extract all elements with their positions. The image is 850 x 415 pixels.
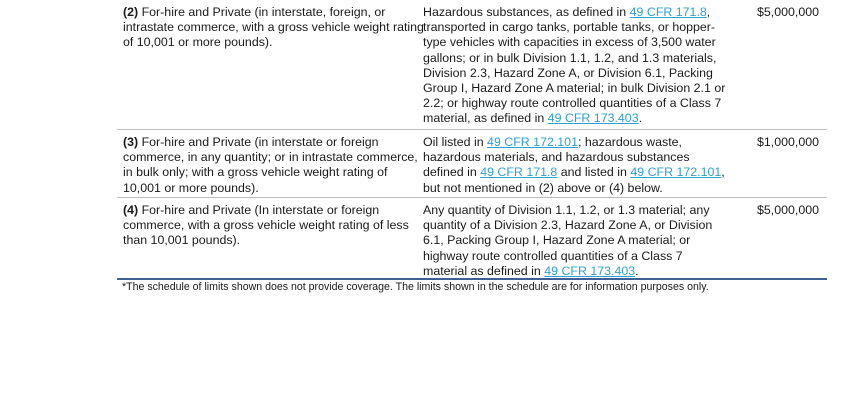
commodity-text: , (721, 165, 725, 180)
carrier-line: (4) For-hire and Private (In interstate or foreign (123, 203, 380, 217)
carrier-line: of 10,001 or more pounds). (123, 35, 273, 50)
commodity-line (423, 5, 723, 20)
cfr-link[interactable]: 49 CFR 172.101 (487, 135, 578, 149)
commodity-line (423, 233, 723, 248)
commodity-text: Group I, Hazard Zone A material; in bulk Division 2.1 or (423, 81, 726, 96)
commodity-line (423, 111, 723, 126)
insurance-limit: $1,000,000 (756, 135, 819, 149)
commodity-text: and listed in (557, 165, 631, 180)
commodity-text: highway route controlled quantities of a Class 7 (423, 248, 683, 263)
commodity-text: hazardous materials, and hazardous substances (423, 150, 690, 165)
limits-schedule-table (117, 0, 827, 280)
cfr-link[interactable]: 49 CFR 172.101 (630, 165, 722, 180)
commodity-line (423, 249, 723, 264)
commodity-text: . (638, 111, 643, 126)
commodity-cell (423, 5, 726, 127)
commodity-text: gallons; or in bulk Division 1.1, 1.2, and 1.3 materials, (423, 50, 717, 65)
commodity-cell (423, 203, 723, 279)
carrier-type-cell (123, 203, 408, 249)
cfr-link[interactable]: 49 CFR 171.8 (629, 5, 707, 19)
carrier-line: commerce, with a gross vehicle weight rating of less (123, 218, 409, 233)
commodity-text: Oil listed in (423, 135, 488, 149)
carrier-type-cell (123, 5, 424, 51)
cfr-link[interactable]: 49 CFR 171.8 (480, 165, 558, 180)
commodity-line (423, 135, 723, 150)
commodity-text: Any quantity of Division 1.1, 1.2, or 1.3 material; any (423, 203, 710, 217)
cfr-link[interactable]: 49 CFR 173.403 (544, 263, 636, 278)
commodity-line (423, 66, 723, 81)
carrier-type-cell (123, 135, 418, 196)
commodity-text: 2.2; or highway route controlled quantities of a Class 7 (423, 96, 722, 111)
carrier-line: intrastate commerce, with a gross vehicle weight rating (123, 20, 424, 35)
carrier-line: in bulk only; with a gross vehicle weight rating of (123, 165, 388, 180)
cfr-link[interactable]: 49 CFR 173.403 (547, 111, 639, 126)
row-number: (2) (123, 5, 139, 19)
commodity-text: Division 2.3, Hazard Zone A, or Division 6.1, Packing (423, 65, 713, 80)
carrier-line: 10,001 or more pounds). (123, 180, 259, 195)
commodity-cell (423, 135, 723, 196)
schedule-row-4 (117, 197, 827, 280)
commodity-line (423, 150, 723, 165)
commodity-text: type vehicles with capacities in excess of 3,500 water (423, 35, 716, 50)
commodity-line (423, 181, 723, 196)
commodity-text: , (706, 5, 711, 19)
insurance-limit: $5,000,000 (756, 203, 819, 217)
carrier-line: commerce, in any quantity; or in intrastate commerce, (123, 150, 418, 165)
commodity-text: . (635, 263, 639, 278)
schedule-footnote: *The schedule of limits shown does not provide coverage. The limits shown in the schedule are for information purposes only. (122, 281, 709, 293)
commodity-line (423, 203, 723, 218)
row-number: (4) (123, 203, 139, 217)
carrier-line: (2) For-hire and Private (in interstate, foreign, or (123, 5, 386, 19)
commodity-line (423, 35, 723, 50)
commodity-line (423, 81, 726, 96)
commodity-line (423, 165, 723, 180)
commodity-text: transported in cargo tanks, portable tanks, or hopper- (423, 20, 716, 35)
commodity-text: material, as defined in (423, 111, 548, 126)
commodity-line (423, 264, 723, 279)
row-number: (3) (123, 135, 139, 149)
schedule-row-3 (117, 129, 827, 197)
commodity-text: defined in (423, 165, 481, 180)
commodity-line (423, 51, 723, 66)
commodity-line (423, 218, 723, 233)
carrier-line: (3) For-hire and Private (in interstate or foreign (123, 135, 379, 149)
commodity-text: quantity of a Division 2.3, Hazard Zone A, or Division (423, 218, 713, 233)
commodity-line (423, 96, 723, 111)
commodity-text: 6.1, Packing Group I, Hazard Zone A material; or (423, 233, 691, 248)
commodity-text: material as defined in (423, 263, 545, 278)
commodity-text: Hazardous substances, as defined in (423, 5, 630, 19)
commodity-text: ; hazardous waste, (577, 135, 682, 149)
schedule-row-2 (117, 0, 827, 129)
commodity-line (423, 20, 723, 35)
commodity-text: but not mentioned in (2) above or (4) below. (423, 180, 663, 195)
carrier-line: than 10,001 pounds). (123, 233, 241, 248)
insurance-limit: $5,000,000 (756, 5, 819, 19)
